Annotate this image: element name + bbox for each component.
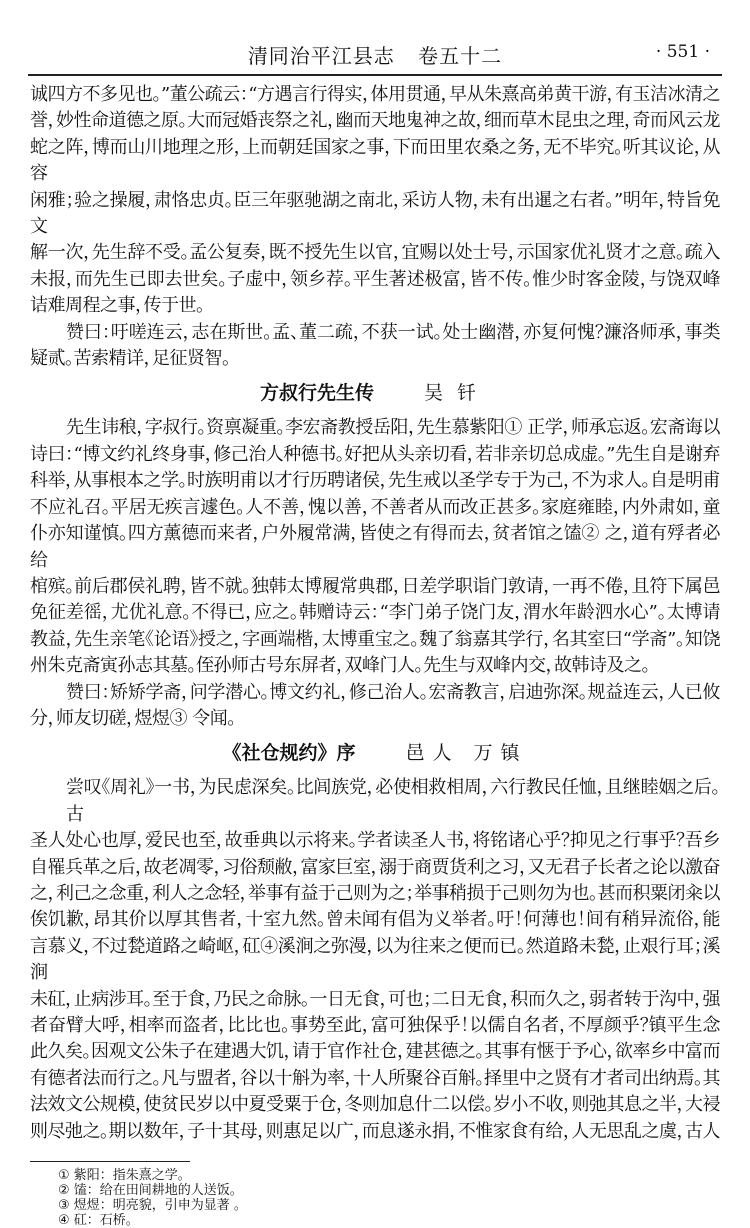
text-line: 此久矣。因观文公朱子在建遇大饥，请于官作社仓，建甚德之。其事有惬于予心，欲率乡中富而 (30, 1041, 720, 1063)
text-line: 教益，先生亲笔《论语》授之，字画端楷，太博重宝之。魏了翁嘉其学行，名其室曰“学斋”。知饶 (30, 628, 720, 650)
text-line: 诚四方不多见也。”董公疏云：“方遇言行得实，体用贯通，早从朱熹高弟黄干游，有玉洁冰清之 (30, 84, 720, 105)
book-title: 清同治平江县志 (247, 44, 395, 68)
page-content (30, 76, 720, 1228)
text-line: 棺殡。前后郡侯礼聘，皆不就。独韩太博履常典郡，日差学职诣门敦请，一再不倦，且符下属邑 (30, 575, 720, 597)
zan-line: 疑贰。苦索精详，足征贤智。 (30, 348, 231, 370)
page-header (0, 0, 750, 76)
text-line: 解一次，先生辞不受。孟公复奏，既不授先生以官，宜赐以处士号，示国家优礼贤才之意。疏入 (30, 242, 720, 264)
text-line: 之，利己之念重，利人之念轻，举事有益于己则为之；举事稍损于己则勿为也。甚而积粟闭籴以 (30, 882, 720, 904)
text-line: 诗曰：“博文约礼终身事，修己治人种德书。好把从头亲切看，若非亲切总成虚。”先生自是谢弃 (30, 443, 720, 465)
zan-line: 赞曰：矫矫学斋，问学潜心。博文约礼，修己治人。宏斋教言，启迪弥深。规益连云，人已攸 (66, 681, 720, 703)
text-line: 誉，妙性命道德之原。大而冠婚丧祭之礼，幽而天地鬼神之故，细而草木昆虫之理，奇而风云龙 (30, 110, 720, 132)
text-line: 不应礼召。平居无疾言遽色。人不善，愧以善，不善者从而改正甚多。家庭雍睦，内外肃如，童 (30, 496, 720, 518)
footnote-3: ③ 煜煜：明亮貌，引申为显著 。 (58, 1198, 247, 1214)
header-rule (28, 74, 722, 76)
text-line: 圣人处心也厚，爱民也至，故垂典以示将来。学者读圣人书，将铭诸心乎？抑见之行事乎？吾乡 (30, 830, 720, 852)
page-number: · 551 · (655, 42, 710, 62)
footnote-2: ② 馌：给在田间耕地的人送饭。 (58, 1183, 243, 1199)
text-line: 免征差徭，尤优礼意。不得已，应之。韩赠诗云：“李门弟子饶门友，渭水年龄泗水心”。太博请 (30, 602, 720, 624)
footnote-rule (30, 1161, 190, 1162)
text-line: 俟饥歉，昂其价以厚其售者，十室九然。曾未闻有倡为义举者。吁！何薄也！间有稍异流俗，能 (30, 909, 720, 931)
section2-title (30, 380, 720, 406)
text-line: 科举，从事根本之学。时族明甫以才行历聘诸侯，先生戒以圣学专于为己，不为求人。自是明甫 (30, 470, 720, 492)
article-author: 吴钎 (424, 382, 491, 405)
text-line: 言慕义，不过甃道路之崎岖，矼④溪涧之弥漫，以为往来之便而已。然道路未甃，止艰行耳；溪涧 (30, 935, 720, 984)
text-line: 未矼，止病涉耳。至于食，乃民之命脉。一日无食，可也；二日无食，积而久之，弱者转于沟中，强 (30, 988, 720, 1010)
text-line: 法效文公规模，使贫民岁以中夏受粟于仓，冬则加息什二以偿。岁小不收，则弛其息之半，大祲 (30, 1094, 720, 1116)
text-line: 未报，而先生已即去世矣。子虚中，领乡荐。平生著述极富，皆不传。惟少时客金陵，与饶双峰 (30, 268, 720, 290)
section3-title (30, 740, 720, 766)
footnote-4: ④ 矼：石桥。 (58, 1213, 139, 1228)
text-line: 蛇之阵，博而山川地理之形，上而朝廷国家之事，下而田里农桑之务，无不毕究。听其议论，从容 (30, 136, 720, 185)
text-line: 诘难周程之事，传于世。 (30, 295, 205, 317)
text-line: 州朱克斋寅孙志其墓。侄孙师古号东屏者，双峰门人。先生与双峰内交，故韩诗及之。 (30, 655, 650, 677)
footnotes (58, 1168, 720, 1228)
article-title: 《社仓规约》序 (222, 742, 356, 765)
article-title: 方叔行先生传 (259, 382, 374, 405)
section1-body (30, 82, 720, 372)
text-line: 则尽弛之。期以数年，子十其母，则惠足以广，而息遂永捐，不惟家食有给，人无思乱之虞，古人 (30, 1120, 720, 1142)
text-line: 闲雅；验之操履，肃恪忠贞。臣三年驱驰湖之南北，采访人物，未有出暹之右者。”明年，特旨免文 (30, 189, 720, 238)
zan-line: 赞曰：吁嗟连云，志在斯世。孟、董二疏，不获一试。处士幽潜，亦复何愧？濂洛师承，事类 (66, 321, 720, 343)
article-author: 邑人 万镇 (405, 742, 528, 765)
volume-label: 卷五十二 (418, 44, 503, 68)
text-line: 自罹兵革之后，故老凋零，习俗颓敝，富家巨室，溺于商贾货利之习，又无君子长者之论以激奋 (30, 856, 720, 878)
section3-body (30, 775, 720, 1145)
text-line: 仆亦知谨慎。四方薰德而来者，户外履常满，皆使之有得而去，贫者馆之馌② 之，道有殍者必给 (30, 523, 720, 571)
zan-line: 分，师友切磋，煜煜③ 令闻。 (30, 707, 236, 729)
text-line: 尝叹《周礼》一书，为民虑深矣。比闾族党，必使相救相周，六行教民任恤，且继睦姻之后。古 (66, 777, 720, 825)
text-line: 先生讳稂，字叔行。资禀凝重。李宏斋教授岳阳，先生慕紫阳① 正学，师承忘返。宏斋诲以 (66, 417, 720, 439)
footnote-1: ① 紫阳：指朱熹之学。 (58, 1168, 191, 1184)
text-line: 有德者法而行之。凡与盟者，谷以十斛为率，十人所聚谷百斛。择里中之贤有才者司出纳焉。其 (30, 1067, 720, 1089)
running-title (0, 40, 750, 69)
section2-body (30, 415, 720, 732)
text-line: 者奋臂大呼，相率而盗者，比比也。事势至此，富可独保乎！以儒自名者，不厚颜乎？镇平生念 (30, 1015, 720, 1036)
